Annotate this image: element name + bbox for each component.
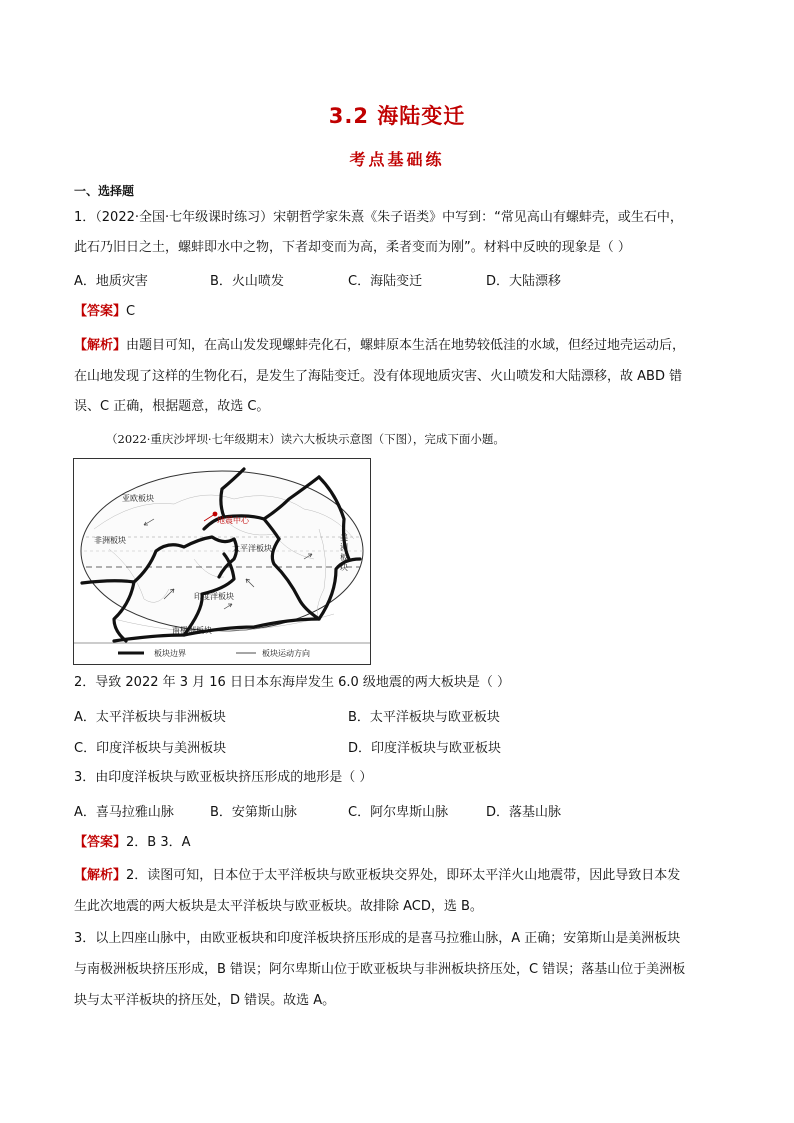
q3-option-b: B．安第斯山脉 bbox=[210, 805, 297, 820]
answer-value: 2．B 3．A bbox=[126, 835, 191, 850]
group-intro: （2022·重庆沙坪坝·七年级期末）读六大板块示意图（下图），完成下面小题。 bbox=[106, 432, 505, 446]
label-pacific-plate: 太平洋板块 bbox=[232, 544, 272, 553]
q2-analysis-line1 bbox=[74, 866, 734, 886]
q2-option-b: B．太平洋板块与欧亚板块 bbox=[348, 710, 500, 725]
q1-analysis-line3: 误、C 正确，根据题意，故选 C。 bbox=[74, 399, 270, 414]
q1-option-a: A．地质灾害 bbox=[74, 274, 148, 289]
q3-option-d: D．落基山脉 bbox=[486, 805, 562, 820]
q2-stem: 2．导致 2022 年 3 月 16 日日本东海岸发生 6.0 级地震的两大板块是（ ） bbox=[74, 675, 511, 690]
q2-option-a: A．太平洋板块与非洲板块 bbox=[74, 710, 226, 725]
page-title: 3.2 海陆变迁 bbox=[328, 104, 466, 128]
label-antarctic-plate: 南极洲板块 bbox=[172, 626, 212, 635]
q1-option-d: D．大陆漂移 bbox=[486, 274, 562, 289]
q3-option-c: C．阿尔卑斯山脉 bbox=[348, 805, 449, 820]
q1-stem-line1: 1．（2022·全国·七年级课时练习）宋朝哲学家朱熹《朱子语类》中写到：“常见高山有螺蚌壳，或生石中， bbox=[74, 210, 683, 225]
q3-stem: 3．由印度洋板块与欧亚板块挤压形成的地形是（ ） bbox=[74, 770, 373, 785]
analysis-text: 2．读图可知，日本位于太平洋板块与欧亚板块交界处，即环太平洋火山地震带，因此导致日本发 bbox=[126, 868, 681, 883]
q1-analysis-line1 bbox=[74, 336, 734, 356]
plate-map bbox=[73, 458, 371, 665]
label-epicenter: 地震中心 bbox=[217, 516, 249, 525]
analysis-tag: 【解析】 bbox=[74, 868, 127, 883]
q1-option-c: C．海陆变迁 bbox=[348, 274, 423, 289]
label-american-plate: 美洲板块 bbox=[340, 533, 348, 572]
plate-map-drawing bbox=[74, 459, 370, 664]
label-eurasian-plate: 亚欧板块 bbox=[122, 494, 154, 503]
q2-analysis-line2: 生此次地震的两大板块是太平洋板块与欧亚板块。故排除 ACD，选 B。 bbox=[74, 899, 483, 914]
q2-option-c: C．印度洋板块与美洲板块 bbox=[74, 741, 227, 756]
page-subtitle: 考点基础练 bbox=[349, 150, 445, 169]
q2q3-answer bbox=[74, 833, 734, 853]
section-heading: 一、选择题 bbox=[74, 184, 135, 198]
q1-answer bbox=[74, 302, 734, 322]
label-african-plate: 非洲板块 bbox=[94, 536, 126, 545]
q3-option-a: A．喜马拉雅山脉 bbox=[74, 805, 174, 820]
answer-tag: 【答案】 bbox=[74, 835, 127, 850]
answer-value: C bbox=[126, 304, 136, 319]
q2-option-d: D．印度洋板块与欧亚板块 bbox=[348, 741, 502, 756]
label-indian-plate: 印度洋板块 bbox=[194, 592, 234, 601]
q1-option-b: B．火山喷发 bbox=[210, 274, 284, 289]
q3-analysis-line1: 3．以上四座山脉中，由欧亚板块和印度洋板块挤压形成的是喜马拉雅山脉，A 正确；安第斯山是美洲板块 bbox=[74, 931, 681, 946]
legend-direction-label: 板块运动方向 bbox=[262, 649, 310, 658]
q3-analysis-line2: 与南极洲板块挤压形成，B 错误；阿尔卑斯山位于欧亚板块与非洲板块挤压处，C 错误；落基山位于美洲板 bbox=[74, 962, 686, 977]
legend-boundary-label: 板块边界 bbox=[154, 649, 186, 658]
analysis-tag: 【解析】 bbox=[74, 338, 127, 353]
q1-stem-line2: 此石乃旧日之土，螺蚌即水中之物，下者却变而为高，柔者变而为刚”。材料中反映的现象是（ ） bbox=[74, 240, 631, 255]
q1-analysis-line2: 在山地发现了这样的生物化石，是发生了海陆变迁。没有体现地质灾害、火山喷发和大陆漂移，故 ABD 错 bbox=[74, 369, 683, 384]
analysis-text: 由题目可知，在高山发发现螺蚌壳化石，螺蚌原本生活在地势较低洼的水域，但经过地壳运动后， bbox=[126, 338, 686, 353]
answer-tag: 【答案】 bbox=[74, 304, 127, 319]
q3-analysis-line3: 块与太平洋板块的挤压处，D 错误。故选 A。 bbox=[74, 993, 336, 1008]
